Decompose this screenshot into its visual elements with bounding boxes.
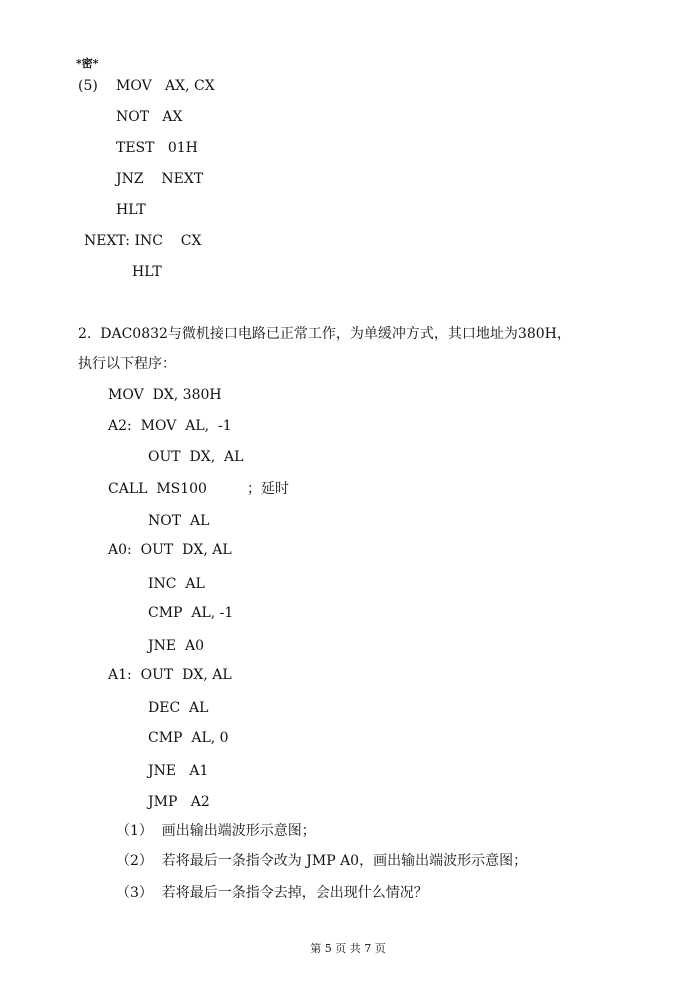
subquestion: （1） 画出输出端波形示意图； <box>116 823 316 839</box>
code-line: CMP AL, 0 <box>148 730 229 746</box>
code-line: JNE A0 <box>148 638 204 654</box>
code-line: JNZ NEXT <box>116 171 204 187</box>
code-line: MOV DX, 380H <box>108 387 222 403</box>
code-line: TEST 01H <box>116 140 198 156</box>
question-2-intro: 执行以下程序： <box>78 356 176 372</box>
code-line: NOT AL <box>148 513 210 529</box>
code-line: NOT AX <box>116 109 183 125</box>
code-line: JMP A2 <box>148 794 210 810</box>
confidential-mark: *密* <box>76 57 99 70</box>
code-line: JNE A1 <box>148 763 209 779</box>
code-line: A2: MOV AL, -1 <box>108 418 232 434</box>
code-line: CMP AL, -1 <box>148 605 234 621</box>
code-line: HLT <box>132 264 162 280</box>
subquestion: （2） 若将最后一条指令改为 JMP A0，画出输出端波形示意图； <box>116 853 528 869</box>
code-line: MOV AX, CX <box>116 78 215 94</box>
code-line: A0: OUT DX, AL <box>108 542 232 558</box>
page-footer: 第 5 页 共 7 页 <box>310 942 386 955</box>
code-line: HLT <box>116 202 146 218</box>
question-2-intro: 2. DAC0832与微机接口电路已正常工作，为单缓冲方式，其口地址为380H， <box>78 326 571 342</box>
subquestion: （3） 若将最后一条指令去掉，会出现什么情况？ <box>116 885 428 901</box>
code-line: A1: OUT DX, AL <box>108 667 232 683</box>
code-line: CALL MS100 ；延时 <box>108 481 290 497</box>
code-line: DEC AL <box>148 700 209 716</box>
q5-label: (5) <box>78 78 98 94</box>
code-line: NEXT: INC CX <box>84 233 202 249</box>
code-line: OUT DX, AL <box>148 449 244 465</box>
code-line: INC AL <box>148 576 205 592</box>
